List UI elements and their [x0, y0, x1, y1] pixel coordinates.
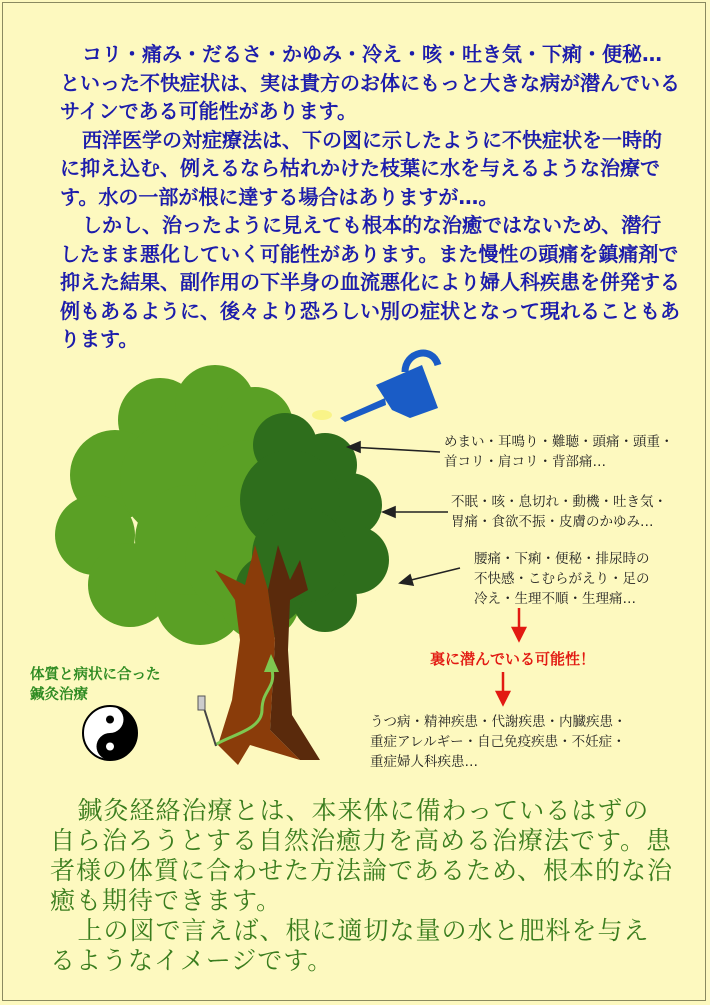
watering-can-icon — [312, 353, 438, 422]
disease-line: 重症アレルギー・自己免疫疾患・不妊症・ — [370, 734, 626, 750]
intro-paragraph: コリ・痛み・だるさ・かゆみ・冷え・咳・吐き気・下痢・便秘…といった不快症状は、実は貴方のお体にもっと大きな病が潜んでいるサインである可能性があります。 — [60, 42, 680, 123]
disease-line: 重症婦人科疾患… — [370, 754, 478, 770]
intro-paragraph: 西洋医学の対症療法は、下の図に示したように不快症状を一時的に抑え込む、例えるなら枯れかけた枝葉に水を与えるような治療です。水の一部が根に達する場合はありますが…。 — [60, 127, 662, 209]
disease-line: うつ病・精神疾患・代謝疾患・内臓疾患・ — [370, 714, 627, 730]
outro-paragraph: 上の図で言えば、根に適切な量の水と肥料を与えるようなイメージです。 — [50, 916, 650, 975]
symptom-line: 不眠・咳・息切れ・動機・吐き気・ — [451, 494, 667, 510]
symptom-line: めまい・耳鳴り・難聴・頭痛・頭重・ — [444, 434, 674, 450]
treatment-line: 体質と病状に合った — [30, 667, 161, 683]
treatment-line: 鍼灸治療 — [30, 687, 88, 703]
symptoms-lower-body — [474, 549, 650, 609]
yin-yang-icon — [83, 706, 137, 760]
symptom-line: 冷え・生理不順・生理痛… — [474, 591, 636, 607]
symptoms-chest — [451, 492, 667, 532]
symptoms-head — [444, 432, 674, 472]
treatment-label — [30, 665, 161, 705]
outro-text — [50, 796, 675, 976]
tree-icon — [55, 365, 389, 765]
symptom-line: 腰痛・下痢・便秘・排尿時の — [474, 551, 650, 567]
symptom-line: 不快感・こむらがえり・足の — [474, 571, 650, 587]
acupuncture-needle-icon — [198, 696, 216, 746]
symptom-line: 胃痛・食欲不振・皮膚のかゆみ… — [451, 514, 654, 530]
intro-paragraph: しかし、治ったように見えても根本的な治癒ではないため、潜行したまま悪化していく可能性があります。また慢性の頭痛を鎮痛剤で抑えた結果、副作用の下半身の血流悪化により婦人科疾患を併発する例もあるように、後々より恐ろしい別の症状となって現れることもあります。 — [60, 213, 680, 351]
symptom-line: 首コリ・肩コリ・背部痛… — [444, 454, 606, 470]
hidden-possibility-label: 裏に潜んでいる可能性！ — [430, 650, 596, 668]
hidden-diseases — [370, 712, 627, 772]
outro-paragraph: 鍼灸経絡治療とは、本来体に備わっているはずの自ら治ろうとする自然治癒力を高める治療法です。患者様の体質に合わせた方法論であるため、根本的な治癒も期待できます。 — [50, 796, 674, 915]
